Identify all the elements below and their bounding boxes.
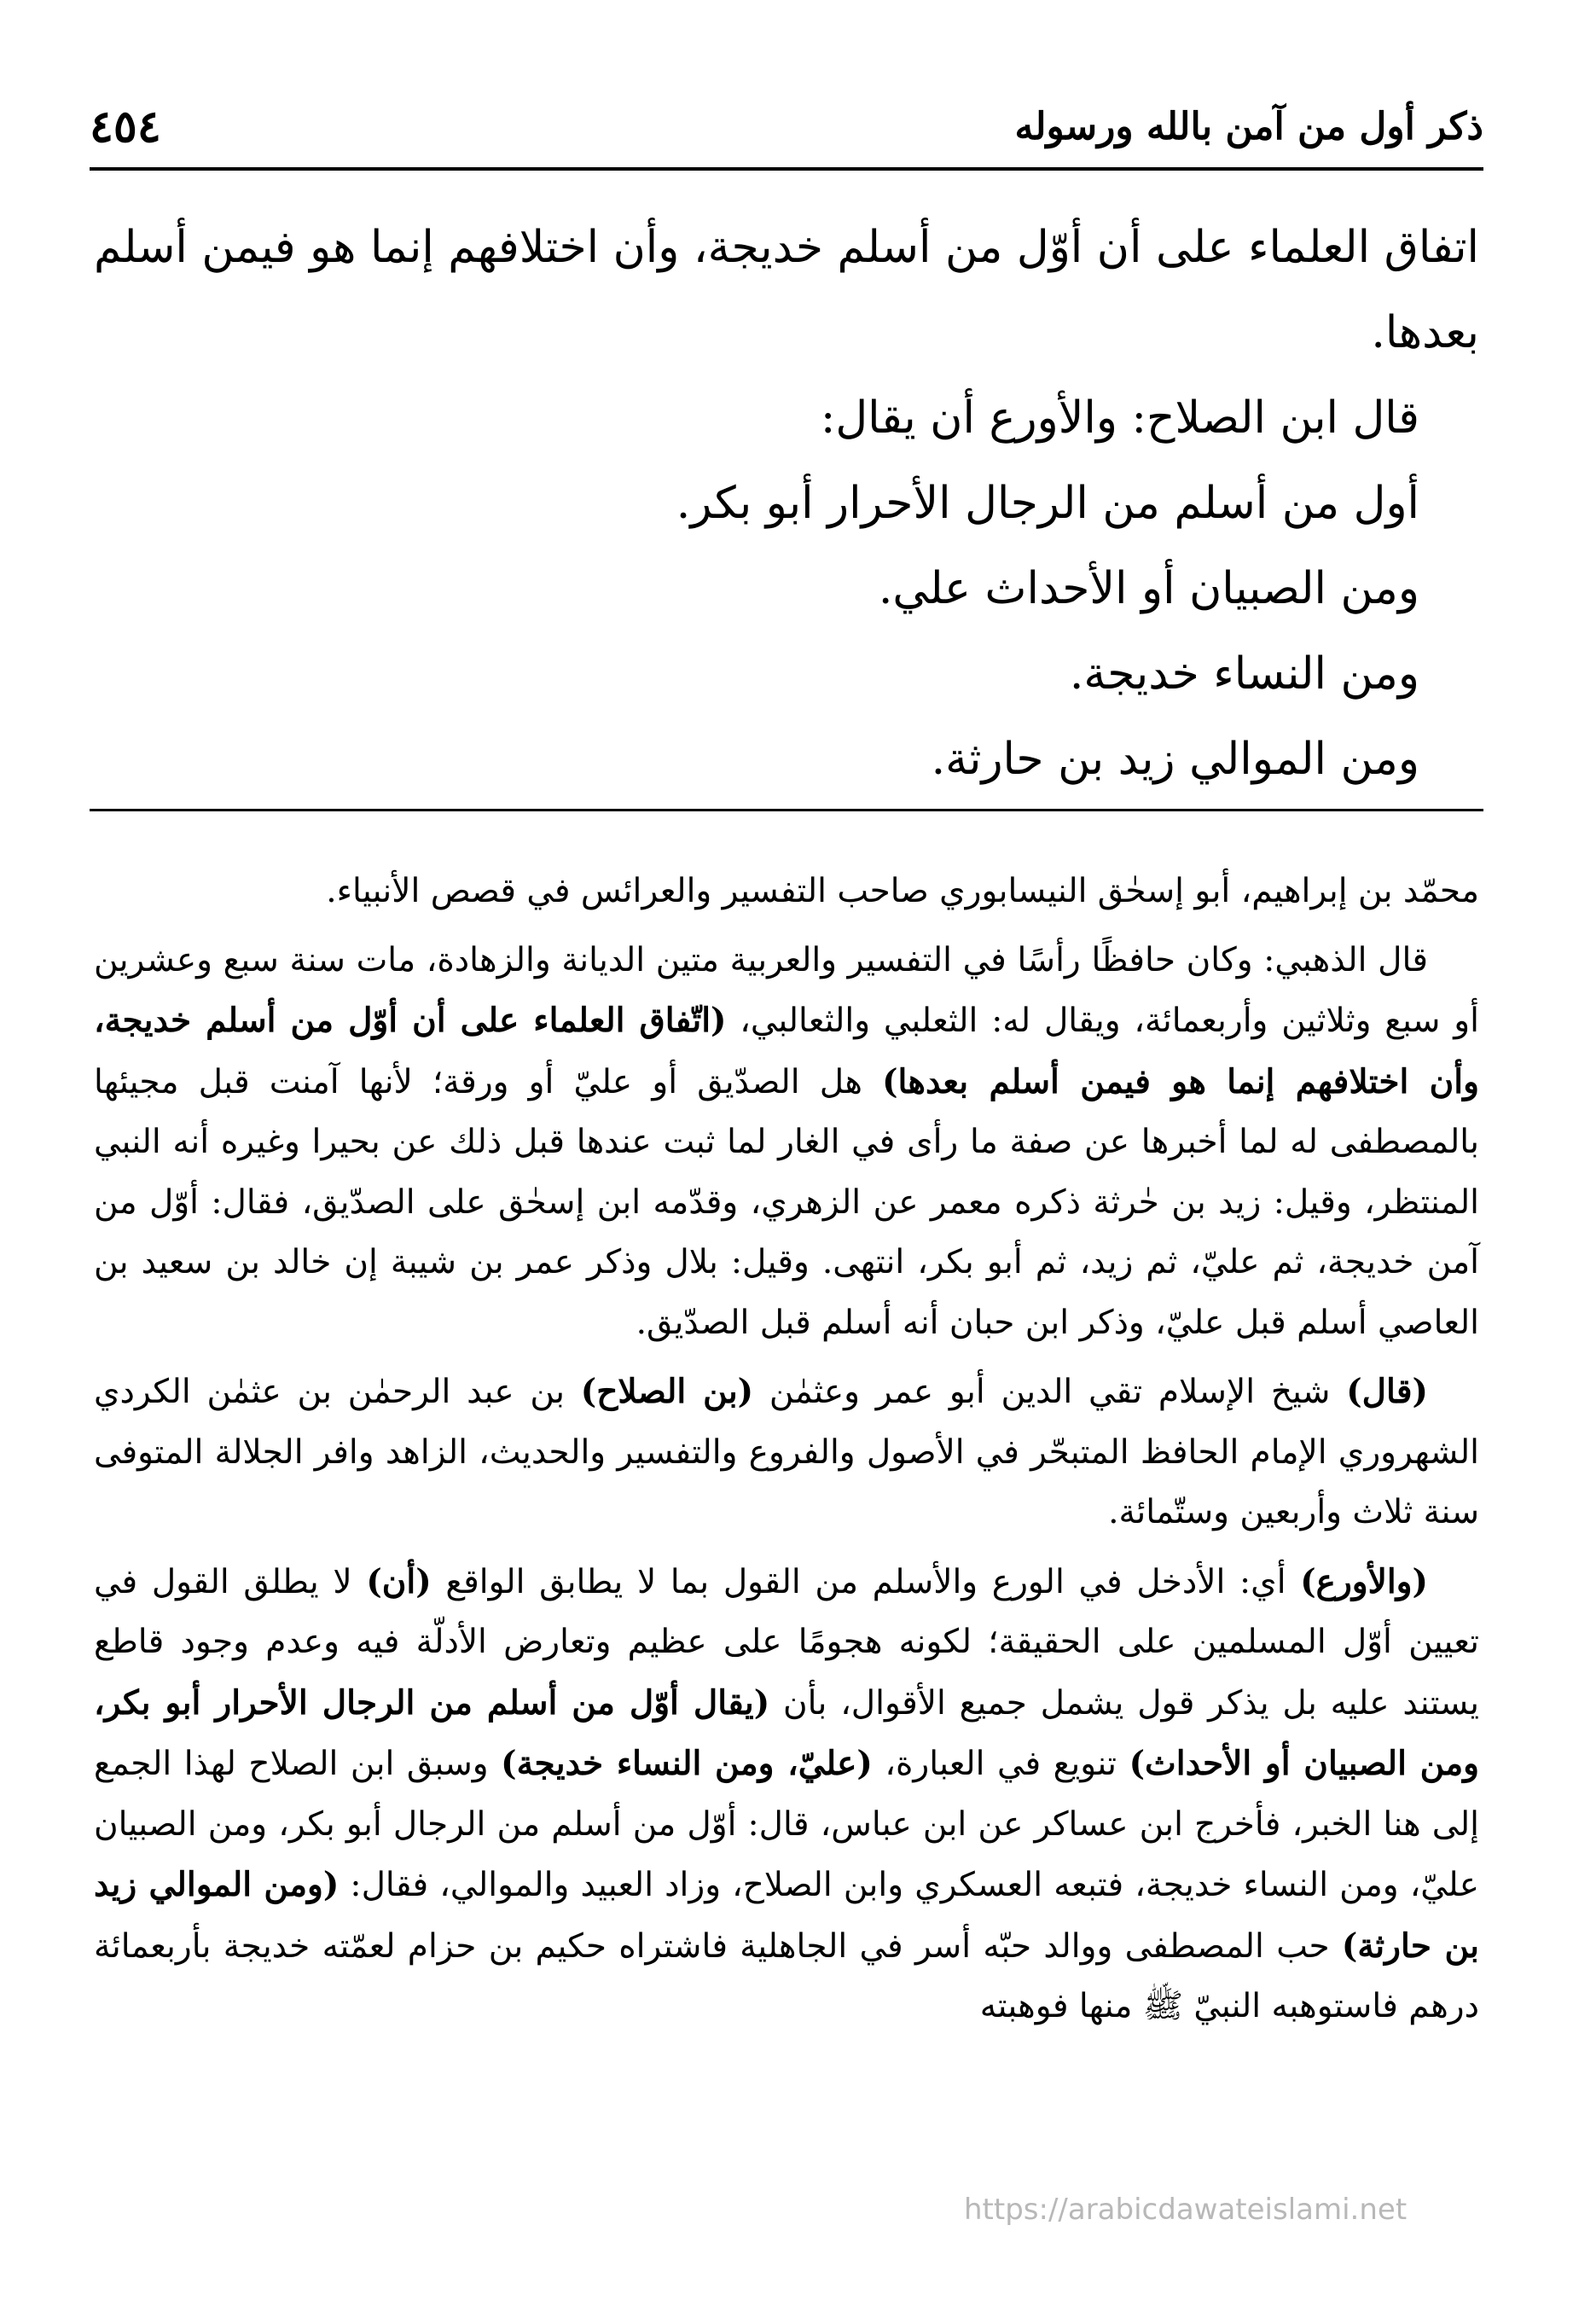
commentary-paragraph xyxy=(94,1552,1479,2037)
quoted-matn: (أن) xyxy=(366,1561,432,1601)
commentary-paragraph xyxy=(94,931,1479,1354)
commentary-text: هل الصدّيق أو عليّ أو ورقة؛ لأنها آمنت قبل مجيئها بالمصطفى له لما أخبرها عن صفة ما رأى في الغار لما ثبت عندها قبل ذلك عن بحيرا وغيره أنه النبي المنتظر، وقيل: زيد بن حٰرثة ذكره معمر عن الزهري، وقدّمه ابن إسحٰق على الصدّيق، فقال: أوّل من آمن خديجة، ثم عليّ، ثم زيد، ثم أبو بكر، انتهى. وقيل: بلال وذكر عمر بن شيبة إن خالد بن سعيد بن العاصي أسلم قبل عليّ، وذكر ابن حبان أنه أسلم قبل الصدّيق. xyxy=(94,1062,1479,1342)
main-line: ومن الموالي زيد بن حارثة. xyxy=(931,734,1419,785)
commentary-text: أي: الأدخل في الورع والأسلم من القول بما لا يطابق الواقع xyxy=(431,1562,1301,1601)
commentary-text: حب المصطفى ووالد حبّه أسر في الجاهلية فاشتراه حكيم بن حزام لعمّته خديجة بأربعمائة درهم فاستوهبه النبيّ ﷺ منها فوهبته xyxy=(94,1926,1479,2025)
quoted-matn: (يقال أوّل من أسلم من الرجال الأحرار أبو بكر، ومن الصبيان أو الأحداث) xyxy=(94,1682,1480,1783)
quoted-matn: (بن الصلاح) xyxy=(580,1372,754,1411)
commentary xyxy=(94,862,1479,2046)
quoted-matn: (والأورع) xyxy=(1300,1561,1428,1601)
commentary-text: شيخ الإسلام تقي الدين أبو عمر وعثمٰن xyxy=(753,1373,1347,1411)
commentary-text: بن عبد الرحمٰن بن عثمٰن الكردي الشهروري الإمام الحافظ المتبحّر في الأصول والفروع والتفسير والحديث، الزاهد وافر الجلالة المتوفى سنة ثلاث وأربعين وستّمائة. xyxy=(94,1373,1479,1531)
page-header xyxy=(90,92,1483,160)
commentary-paragraph xyxy=(94,1362,1479,1543)
commentary-text: لا يطلق القول في تعيين أوّل المسلمين على الحقيقة؛ لكونه هجومًا على عظيم وتعارض الأدلّة فيه وعدم وجود قاطع يستند عليه بل يذكر قول يشمل جميع الأقوال، بأن xyxy=(94,1562,1479,1723)
quoted-matn: (ومن الموالي زيد بن حارثة) xyxy=(94,1865,1479,1966)
commentary-text: قال الذهبي: وكان حافظًا رأسًا في التفسير والعربية متين الديانة والزهادة، مات سنة سبع وعشرين أو سبع وثلاثين وأربعمائة، ويقال له: الثعلبي والثعالبي، xyxy=(94,940,1479,1040)
running-title: ذكر أول من آمن بالله ورسوله xyxy=(1014,104,1483,148)
commentary-paragraph xyxy=(94,862,1479,922)
main-line: قال ابن الصلاح: والأورع أن يقال: xyxy=(820,392,1419,444)
main-text xyxy=(94,205,1479,802)
footnote-separator xyxy=(90,809,1483,811)
page-number: ٤٥٤ xyxy=(90,100,161,153)
quoted-matn: (عليّ، ومن النساء خديجة) xyxy=(501,1744,873,1783)
main-line: ومن النساء خديجة. xyxy=(1069,648,1419,700)
header-rule xyxy=(90,167,1483,171)
main-line: ومن الصبيان أو الأحداث علي. xyxy=(878,563,1419,614)
commentary-text: وسبق ابن الصلاح لهذا الجمع إلى هنا الخبر، فأخرج ابن عساكر عن ابن عباس، قال: أوّل من أسلم من الرجال أبو بكر، ومن الصبيان عليّ، ومن النساء خديجة، فتبعه العسكري وابن الصلاح، وزاد العبيد والموالي، فقال: xyxy=(94,1745,1479,1904)
quoted-matn: (قال) xyxy=(1346,1372,1428,1411)
quoted-matn: (اتّفاق العلماء على أن أوّل من أسلم خديجة، وأن اختلافهم إنما هو فيمن أسلم بعدها) xyxy=(94,1001,1479,1101)
watermark-url: https://arabicdawateislami.net xyxy=(964,2193,1408,2227)
commentary-text: محمّد بن إبراهيم، أبو إسحٰق النيسابوري صاحب التفسير والعرائس في قصص الأنبياء. xyxy=(326,872,1479,910)
main-line: أول من أسلم من الرجال الأحرار أبو بكر. xyxy=(676,478,1419,529)
main-line: اتفاق العلماء على أن أوّل من أسلم خديجة، وأن اختلافهم إنما هو فيمن أسلم بعدها. xyxy=(94,222,1479,358)
commentary-text: تنويع في العبارة، xyxy=(872,1745,1129,1783)
